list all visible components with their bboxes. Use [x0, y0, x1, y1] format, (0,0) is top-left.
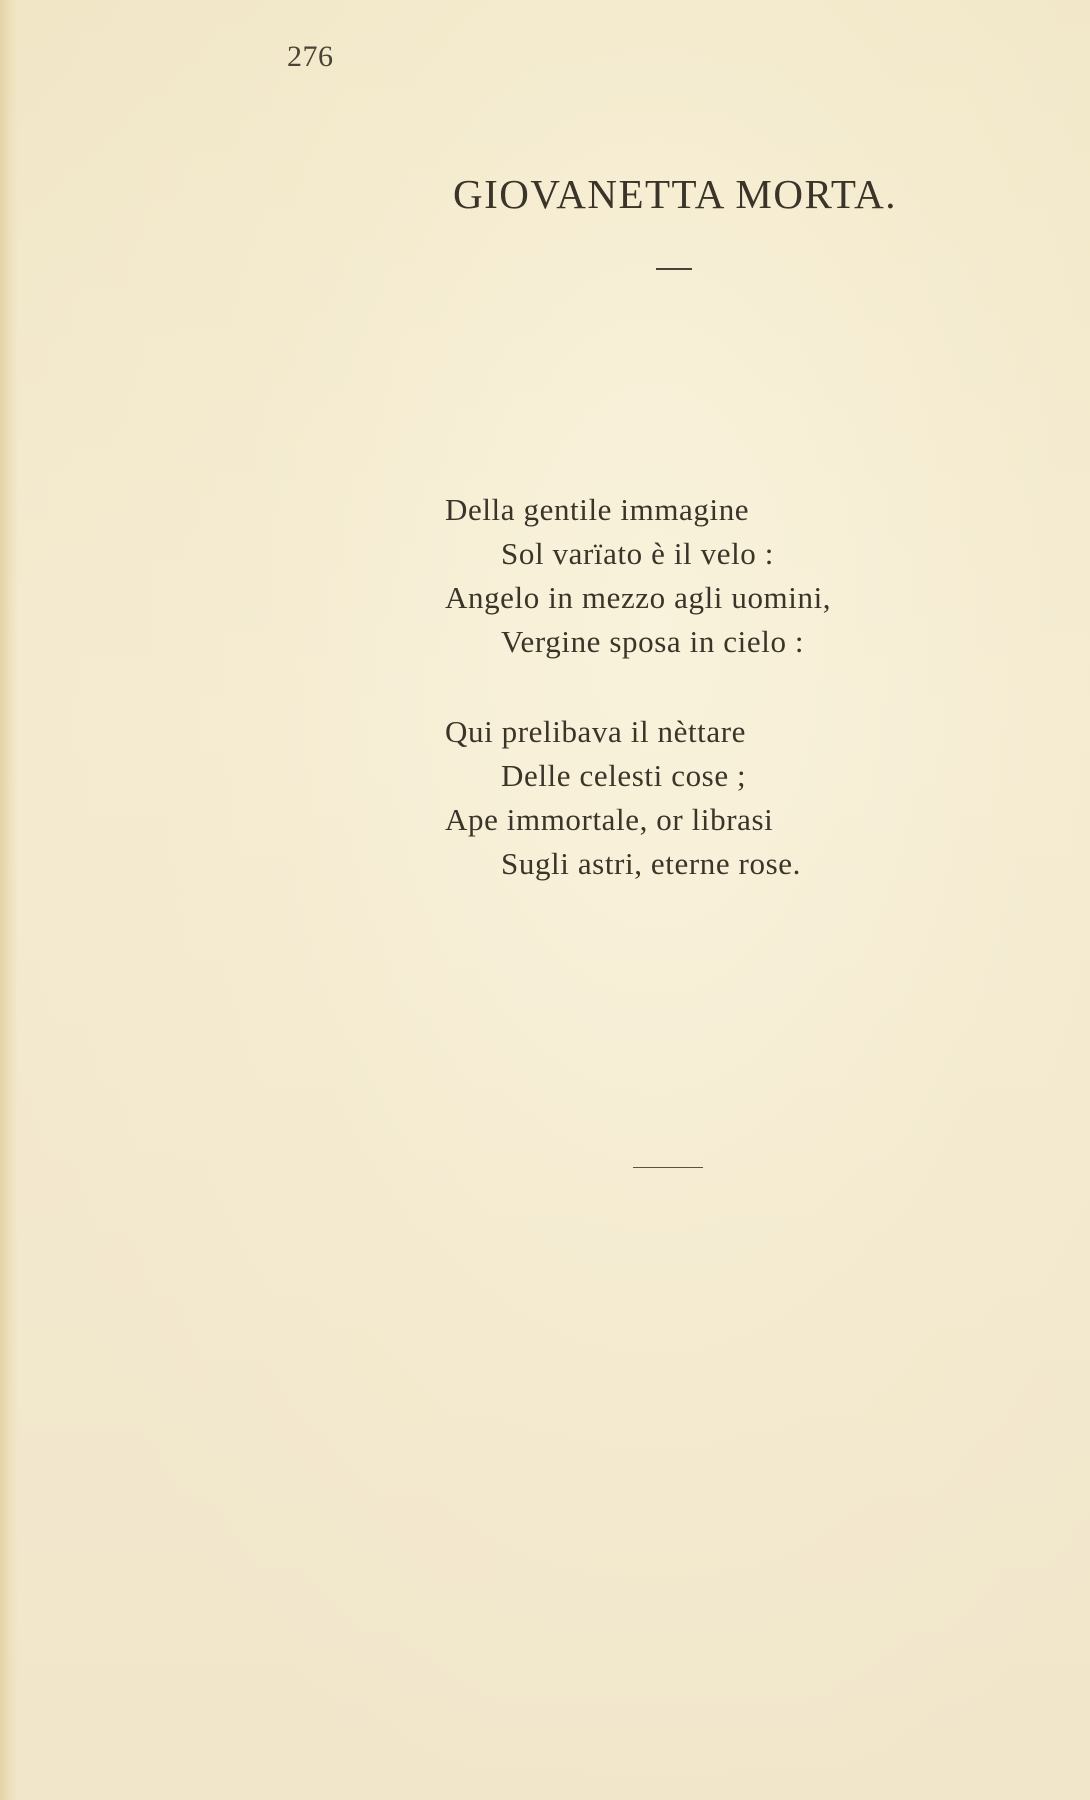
verse-line: Della gentile immagine — [445, 492, 750, 527]
verse-line: Qui prelibava il nèttare — [445, 714, 747, 749]
title-separator — [656, 268, 692, 270]
stanza-1 — [445, 488, 831, 664]
verse-line: Delle celesti cose ; — [501, 758, 747, 793]
verse-line: Vergine sposa in cielo : — [501, 624, 805, 659]
verse-line: Sol varïato è il velo : — [501, 536, 774, 571]
verse-line: Sugli astri, eterne rose. — [501, 846, 801, 881]
stanza-2 — [445, 710, 801, 886]
binding-edge — [0, 0, 18, 1800]
verse-line: Angelo in mezzo agli uomini, — [445, 580, 832, 615]
end-rule — [633, 1167, 703, 1168]
page-number: 276 — [287, 40, 334, 73]
verse-line: Ape immortale, or librasi — [445, 802, 774, 837]
poem-title: GIOVANETTA MORTA. — [453, 171, 897, 217]
